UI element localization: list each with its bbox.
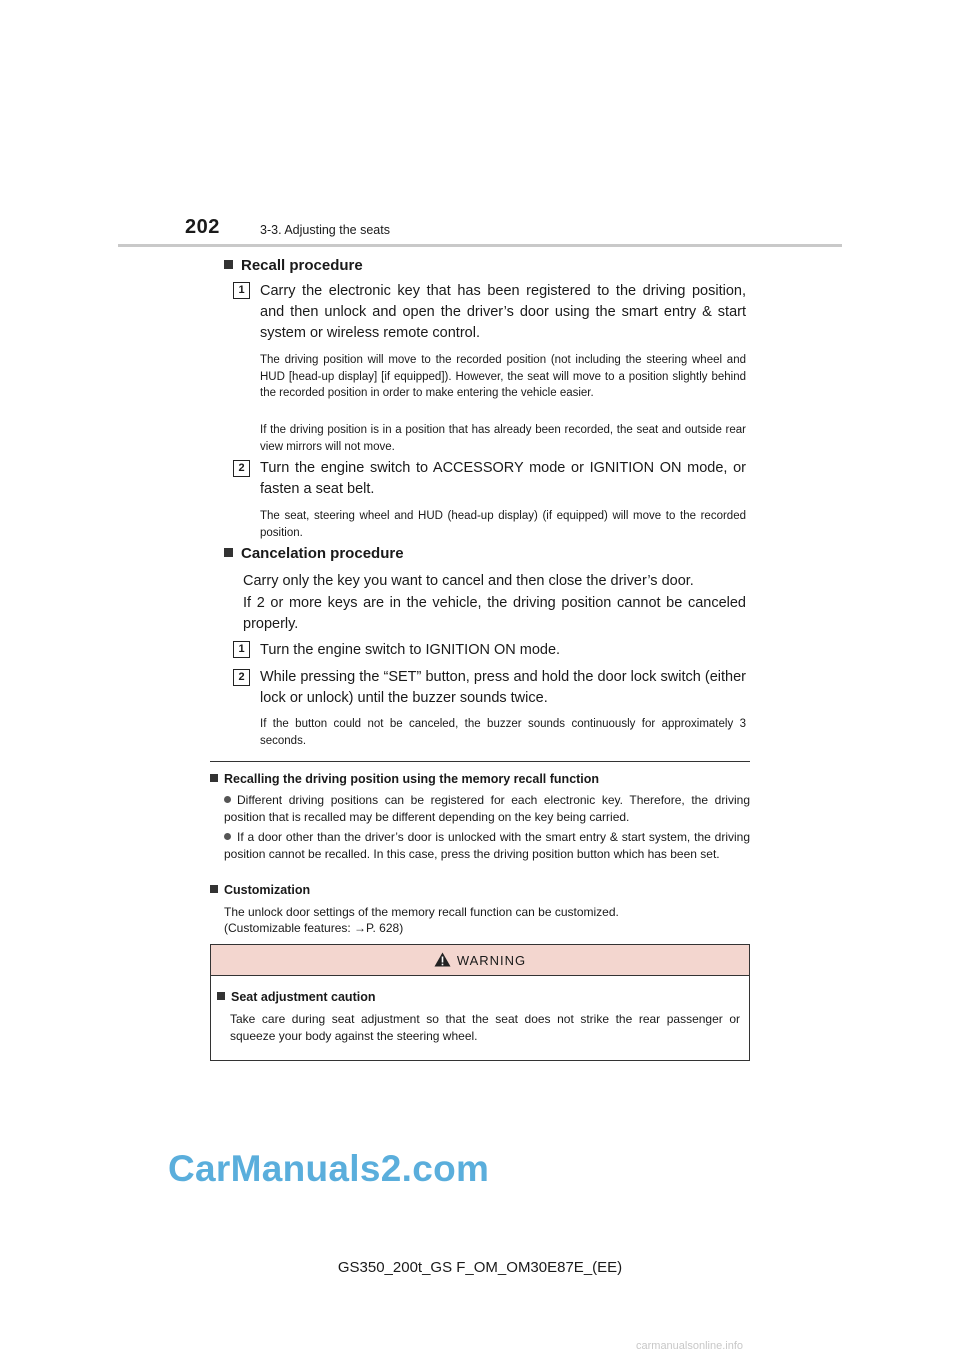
cancel-heading-text: Cancelation procedure: [241, 545, 404, 562]
footer-doc-id: GS350_200t_GS F_OM_OM30E87E_(EE): [337, 1259, 623, 1276]
note-bullet-1: [224, 792, 750, 825]
square-bullet-icon: [224, 548, 233, 557]
recall-step-1-badge: 1: [233, 282, 250, 299]
notes-heading-customization-text: Customization: [224, 883, 311, 897]
cancel-step-1-badge: 1: [233, 641, 250, 658]
warning-header: [211, 945, 749, 976]
square-bullet-icon: [217, 992, 225, 1000]
customization-text-1: The unlock door settings of the memory recall function can be customized.: [224, 905, 619, 919]
watermark-logo: CarManuals2.com: [168, 1148, 490, 1189]
section-title: 3-3. Adjusting the seats: [260, 223, 390, 237]
section-divider: [210, 761, 750, 762]
round-bullet-icon: [224, 796, 231, 803]
warning-title-text: WARNING: [456, 953, 527, 968]
warning-heading: [217, 990, 375, 1004]
warning-triangle-icon: [434, 952, 451, 967]
cancel-step-1-text: Turn the engine switch to IGNITION ON mode.: [260, 642, 561, 658]
notes-heading-recall: [210, 772, 599, 786]
cancel-step-2-note: If the button could not be canceled, the buzzer sounds continuously for approximately 3 seconds.: [260, 718, 746, 747]
cancel-intro-1: Carry only the key you want to cancel and then close the driver’s door.: [243, 573, 694, 589]
note-bullet-1-text: Different driving positions can be registered for each electronic key. Therefore, the driving position that is recalled may be different depending on the key being carried.: [224, 793, 750, 824]
cancel-heading: [224, 545, 404, 562]
warning-heading-text: Seat adjustment caution: [231, 990, 376, 1004]
page-number: 202: [185, 216, 220, 238]
square-bullet-icon: [224, 260, 233, 269]
recall-step-1-text: Carry the electronic key that has been registered to the driving position, and then unlock and open the driver’s door using the smart entry & start system or wireless remote control.: [260, 283, 746, 341]
customization-text-2: (Customizable features: →P. 628): [224, 921, 404, 935]
recall-heading: [224, 257, 363, 274]
warning-title: [211, 952, 749, 968]
recall-step-1-note-1: The driving position will move to the recorded position (not including the steering wheel and HUD [head-up display] [if equipped]). However, the seat will move to a position slightly behind the recorded position in order to make entering the vehicle easier.: [260, 354, 746, 399]
recall-step-2-text: Turn the engine switch to ACCESSORY mode or IGNITION ON mode, or fasten a seat belt.: [260, 460, 746, 497]
cancel-step-2-text: While pressing the “SET” button, press and hold the door lock switch (either lock or unlock) until the buzzer sounds twice.: [260, 669, 746, 706]
square-bullet-icon: [210, 885, 218, 893]
note-bullet-2: [224, 829, 750, 862]
recall-step-1-note-2: If the driving position is in a position that has already been recorded, the seat and outside rear view mirrors will not move.: [260, 424, 746, 453]
notes-heading-customization: [210, 883, 310, 897]
recall-step-2-badge: 2: [233, 460, 250, 477]
source-watermark: carmanualsonline.info: [636, 1340, 744, 1352]
round-bullet-icon: [224, 833, 231, 840]
header-rule: [118, 244, 842, 247]
note-bullet-2-text: If a door other than the driver’s door is unlocked with the smart entry & start system, the driving position cannot be recalled. In this case, press the driving position button which has been set.: [224, 830, 750, 861]
cancel-intro-2: If 2 or more keys are in the vehicle, the driving position cannot be canceled properly.: [243, 595, 746, 632]
recall-step-2-note: The seat, steering wheel and HUD (head-up display) (if equipped) will move to the recorded position.: [260, 510, 746, 539]
warning-text: Take care during seat adjustment so that the seat does not strike the rear passenger or squeeze your body against the steering wheel.: [230, 1012, 740, 1043]
square-bullet-icon: [210, 774, 218, 782]
cancel-step-2-badge: 2: [233, 669, 250, 686]
recall-heading-text: Recall procedure: [241, 257, 363, 274]
notes-heading-recall-text: Recalling the driving position using the memory recall function: [224, 772, 600, 786]
